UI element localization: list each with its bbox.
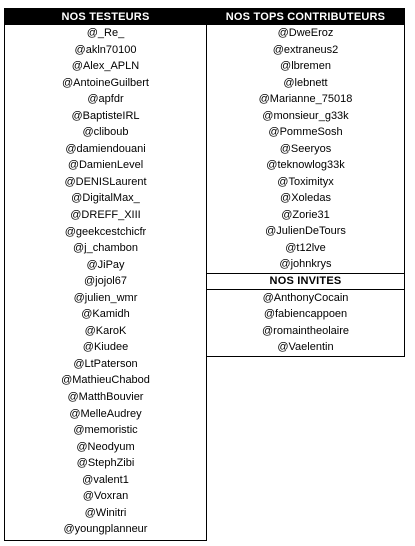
testeurs-item: @DigitalMax_ [71,192,140,205]
contributeurs-item: @monsieur_g33k [262,109,349,122]
testeurs-item: @Voxran [82,490,129,503]
contributeurs-list [207,25,404,273]
testeurs-list [5,25,206,538]
contributeurs-item: @teknowlog33k [266,159,345,171]
right-column [206,8,405,357]
testeurs-item: @memoristic [73,424,138,437]
testeurs-item: @MelleAudrey [69,407,142,420]
testeurs-item: @JiPay [86,258,125,271]
contributeurs-item: @Toximityx [277,175,334,188]
contributeurs-item: @JulienDeTours [265,225,346,237]
testeurs-item: @DamienLevel [67,159,144,172]
contributeurs-item: @Zorie31 [281,208,330,221]
invites-list [207,290,404,356]
contributeurs-item: @extraneus2 [272,43,339,56]
testeurs-item: @geekcestchicfr [64,225,147,238]
testeurs-item: @StephZibi [76,457,135,470]
testeurs-item: @KaroK [84,324,127,337]
testeurs-item: @Neodyum [76,440,135,453]
contributeurs-item: @t12lve [285,241,326,254]
testeurs-item: @MathieuChabod [61,374,150,387]
testeurs-item: @j_chambon [73,242,138,255]
contributeurs-item: @lbremen [280,60,331,72]
testeurs-table [4,8,207,541]
testeurs-item: @Kamidh [81,308,130,321]
contributeurs-item: @DweEroz [277,27,334,39]
invites-item: @romaintheolaire [262,324,349,337]
testeurs-item: @julien_wmr [73,291,138,304]
testeurs-item: @_Re_ [86,27,125,39]
invites-item: @AnthonyCocain [262,291,349,304]
contributeurs-item: @Xoledas [280,192,331,204]
testeurs-item: @apfdr [87,93,124,106]
testeurs-item: @AntoineGuilbert [62,76,149,89]
contributeurs-item: @lebnett [283,76,328,89]
contributeurs-table [206,8,405,274]
contributeurs-item: @PommeSosh [268,126,343,138]
testeurs-item: @DENISLaurent [64,175,147,188]
testeurs-item: @Winitri [84,506,127,519]
invites-header: NOS INVITES [207,274,404,290]
invites-item: @Vaelentin [277,341,334,353]
testeurs-header: NOS TESTEURS [5,9,206,25]
testeurs-item: @youngplanneur [63,523,148,536]
testeurs-item: @Kiudee [82,341,129,354]
invites-table [206,274,405,357]
contributeurs-item: @Marianne_75018 [258,93,353,105]
testeurs-item: @valent1 [82,473,129,486]
contributeurs-item: @johnkrys [279,258,332,270]
invites-item: @fabiencappoen [263,308,348,320]
contributeurs-header: NOS TOPS CONTRIBUTEURS [207,9,404,25]
testeurs-item: @MatthBouvier [67,391,144,404]
testeurs-item: @damiendouani [65,142,146,155]
testeurs-item: @LtPaterson [73,357,138,370]
testeurs-item: @DREFF_XIII [70,209,141,222]
testeurs-item: @Alex_APLN [71,60,140,73]
testeurs-item: @cliboub [82,126,129,139]
testeurs-item: @BaptisteIRL [71,109,140,122]
testeurs-item: @jojol67 [84,275,127,288]
contributeurs-item: @Seeryos [279,142,332,155]
testeurs-item: @akln70100 [74,43,137,56]
